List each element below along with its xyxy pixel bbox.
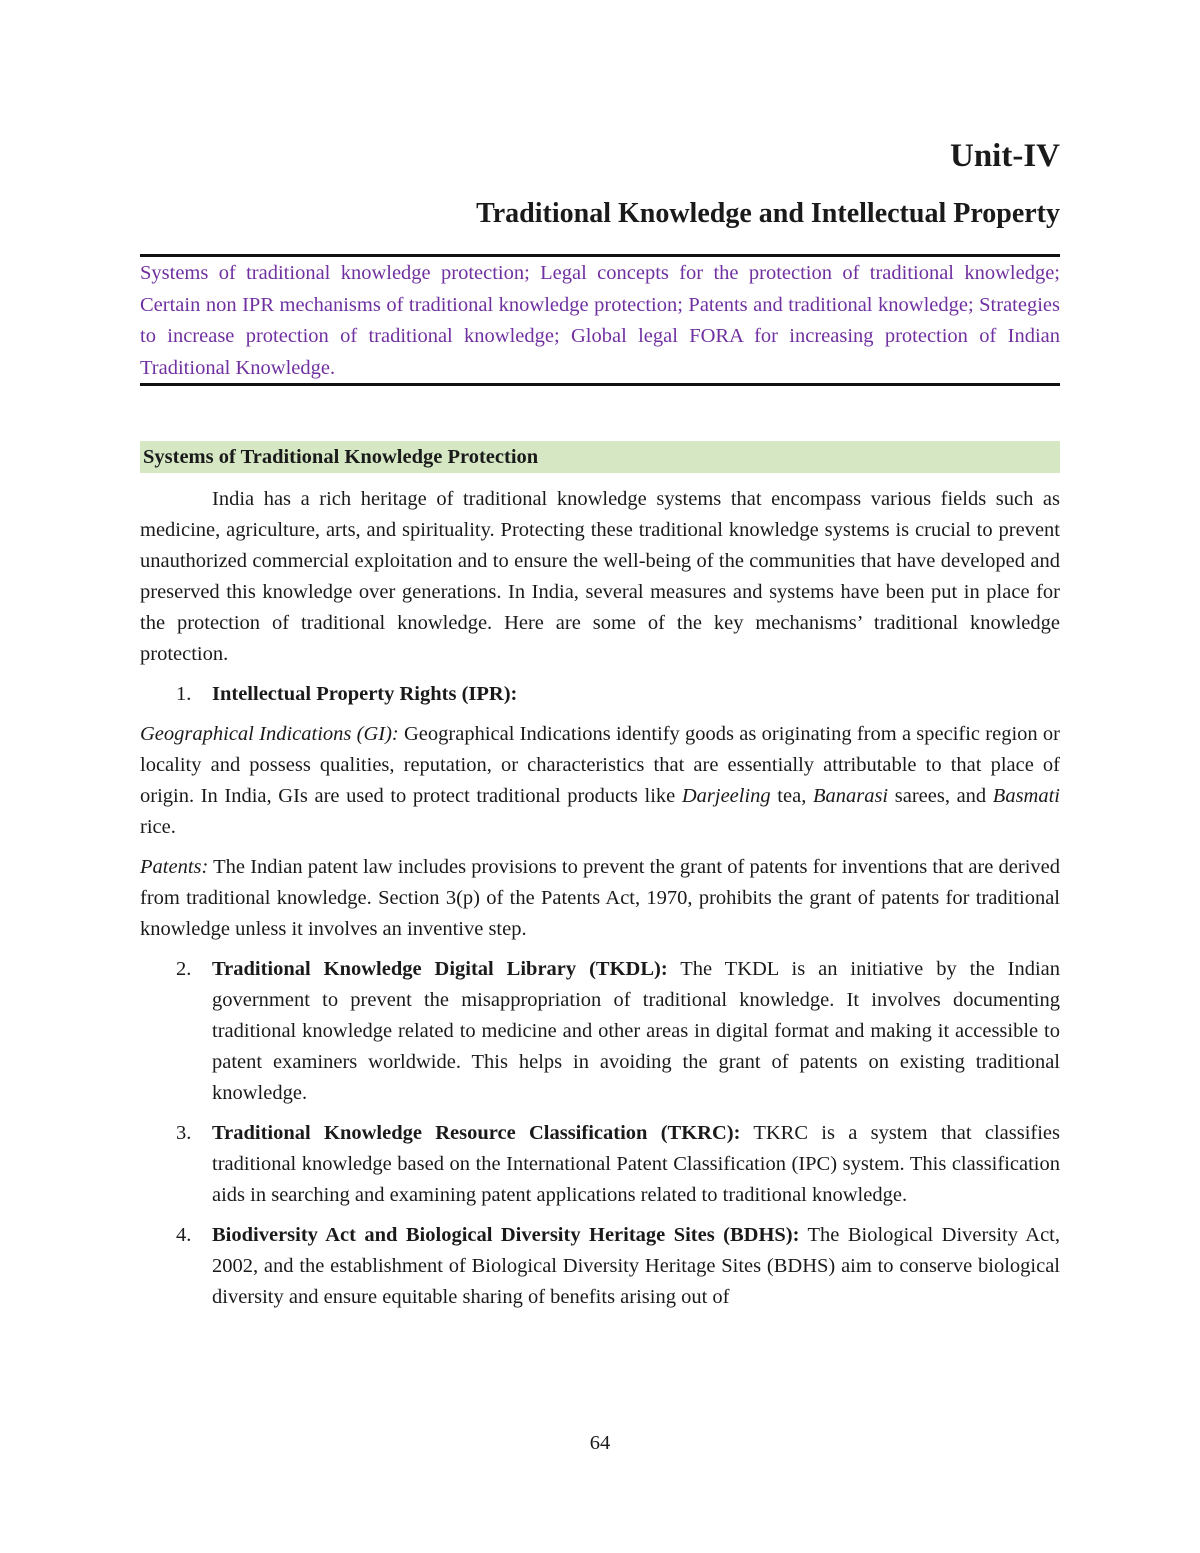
section-heading: Systems of Traditional Knowledge Protection	[140, 441, 1060, 473]
list-item-title: Biodiversity Act and Biological Diversity Heritage Sites (BDHS):	[212, 1224, 800, 1246]
gi-example-darjeeling: Darjeeling	[681, 785, 771, 807]
gi-example-banarasi: Banarasi	[812, 785, 889, 807]
list-item-bdhs	[140, 1220, 1060, 1313]
divider-bottom	[140, 383, 1060, 386]
gi-paragraph	[140, 719, 1060, 843]
gi-text-4: rice.	[140, 816, 176, 838]
list-item-title: Intellectual Property Rights (IPR):	[212, 683, 518, 705]
list-item-title: Traditional Knowledge Digital Library (TKDL):	[212, 958, 668, 980]
list-item-tkdl	[140, 954, 1060, 1109]
patents-label: Patents:	[140, 856, 209, 878]
divider-top	[140, 254, 1060, 257]
gi-label: Geographical Indications (GI):	[140, 723, 399, 745]
gi-text-1: Geographical Indications identify goods as originating from a specific region or locality and possess qualities, reputation, or characteristics that are essentially attributable to that place of origin. In India, GIs are used to protect traditional products like	[140, 723, 1060, 807]
unit-label: Unit-IV	[949, 138, 1060, 174]
syllabus-summary: Systems of traditional knowledge protection; Legal concepts for the protection of traditional knowledge; Certain non IPR mechanisms of traditional knowledge protection; Patents and traditional knowledge; Strategies to increase protection of traditional knowledge; Global legal FORA for increasing protection of Indian Traditional Knowledge.	[140, 262, 1060, 379]
list-number: 4.	[176, 1224, 192, 1246]
gi-example-basmati: Basmati	[992, 785, 1060, 807]
list-item-tkrc	[140, 1118, 1060, 1211]
list-number: 1.	[176, 683, 192, 705]
list-item-text: The TKDL is an initiative by the Indian government to prevent the misappropriation of traditional knowledge. It involves documenting traditional knowledge related to medicine and other areas in digital format and making it accessible to patent examiners worldwide. This helps in avoiding the grant of patents on existing traditional knowledge.	[212, 958, 1060, 1104]
list-number: 2.	[176, 958, 192, 980]
body-content	[140, 484, 1060, 1322]
list-item-text: TKRC is a system that classifies traditional knowledge based on the International Patent Classification (IPC) system. This classification aids in searching and examining patent applications related to traditional knowledge.	[212, 1122, 1060, 1206]
list-number: 3.	[176, 1122, 192, 1144]
list-item-ipr	[140, 679, 1060, 710]
unit-title: Traditional Knowledge and Intellectual Property	[476, 198, 1060, 229]
list-item-title: Traditional Knowledge Resource Classification (TKRC):	[212, 1122, 741, 1144]
patents-text: The Indian patent law includes provisions to prevent the grant of patents for inventions that are derived from traditional knowledge. Section 3(p) of the Patents Act, 1970, prohibits the grant of patents for traditional knowledge unless it involves an inventive step.	[140, 856, 1060, 940]
patents-paragraph	[140, 852, 1060, 945]
list-item-text: The Biological Diversity Act, 2002, and the establishment of Biological Diversity Heritage Sites (BDHS) aim to conserve biological diversity and ensure equitable sharing of benefits arising out of	[212, 1224, 1060, 1308]
gi-text-2: tea,	[770, 785, 813, 807]
page-number: 64	[589, 1432, 611, 1454]
intro-paragraph: India has a rich heritage of traditional knowledge systems that encompass various fields such as medicine, agriculture, arts, and spirituality. Protecting these traditional knowledge systems is crucial to prevent unauthorized commercial exploitation and to ensure the well-being of the communities that have developed and preserved this knowledge over generations. In India, several measures and systems have been put in place for the protection of traditional knowledge. Here are some of the key mechanisms’ traditional knowledge protection.	[140, 488, 1060, 665]
gi-text-3: sarees, and	[888, 785, 993, 807]
